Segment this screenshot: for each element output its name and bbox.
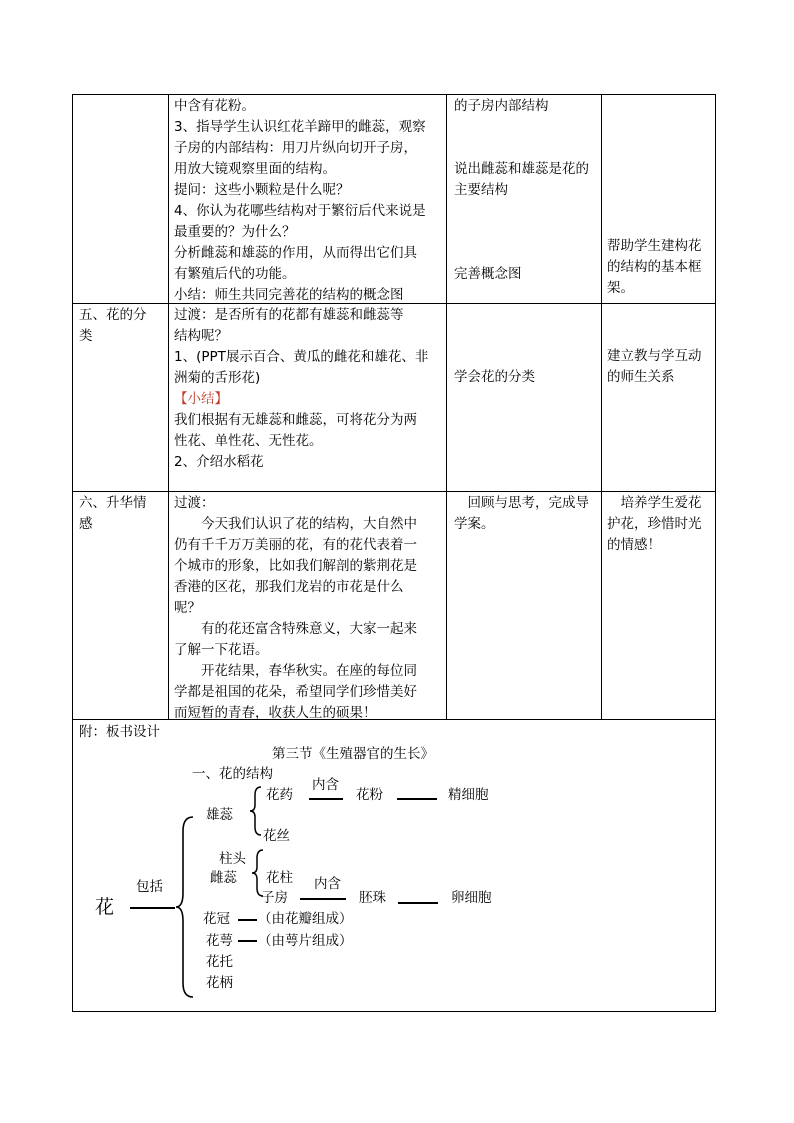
row2-teacher-activity: 过渡：是否所有的花都有雄蕊和雌蕊等 结构呢？ 1、(PPT展示百合、黄瓜的雌花和雄花、非 洲菊的舌形花) 【小结】 我们根据有无雄蕊和雌蕊，可将花分为两 性花、单性花、无性花。 2、介绍水稻花 bbox=[174, 307, 429, 470]
ovule-egg-connector bbox=[398, 902, 438, 904]
ovary-ovule-connector bbox=[300, 898, 346, 900]
calyx-note: （由萼片组成） bbox=[258, 933, 353, 949]
style-label: 花柱 bbox=[266, 870, 293, 886]
row1-design-purpose: 帮助学生建构花 的结构的基本框 架。 bbox=[607, 238, 702, 296]
stamen-brace bbox=[248, 785, 264, 837]
calyx-connector bbox=[238, 940, 257, 942]
pedicel-label: 花柄 bbox=[206, 975, 233, 991]
row3-section-title: 六、升华情 感 bbox=[79, 495, 147, 532]
stamen-label: 雄蕊 bbox=[206, 807, 233, 823]
row1-student-activity: 的子房内部结构 说出雌蕊和雄蕊是花的 主要结构 完善概念图 bbox=[454, 98, 589, 282]
board-design-label: 附：板书设计 bbox=[79, 724, 160, 740]
pistil-label: 雌蕊 bbox=[210, 870, 237, 886]
board-title: 第三节《生殖器官的生长》 bbox=[272, 746, 434, 762]
ovule-label: 胚珠 bbox=[359, 890, 386, 906]
row3-teacher-activity: 过渡： 今天我们认识了花的结构，大自然中 仍有千千万万美丽的花，有的花代表着一 个城市的形象，比如我们解剖的紫荆花是 香港的区花，那我们龙岩的市花是什么 呢？ 有的花还富含特殊意义，大家一起来 了解一下花语。 开花结果，春华秋实。在座的每位同 学都是祖国的花朵，希望同学们珍惜美好 而短暂的青春，收获人生的硕果！ bbox=[174, 495, 417, 721]
main-brace bbox=[175, 815, 199, 1000]
pollen-sperm-connector bbox=[397, 798, 437, 800]
flower-root-label: 花 bbox=[95, 896, 115, 918]
egg-cell-label: 卵细胞 bbox=[451, 890, 492, 906]
contains-label-1: 内含 bbox=[312, 777, 339, 793]
anther-pollen-connector bbox=[309, 798, 343, 800]
column-divider bbox=[601, 94, 602, 719]
stigma-label: 柱头 bbox=[219, 851, 246, 867]
corolla-connector bbox=[238, 919, 257, 921]
table-left-border bbox=[72, 94, 73, 1012]
row3-design-purpose: 培养学生爱花 护花，珍惜时光 的情感！ bbox=[607, 495, 702, 553]
row1-teacher-activity: 中含有花粉。 3、指导学生认识红花羊蹄甲的雌蕊，观察 子房的内部结构：用刀片纵向切开子房， 用放大镜观察里面的结构。 提问：这些小颗粒是什么呢？ 4、你认为花哪些结构对于繁衍后代来说是 最重要的？为什么？ 分析雌蕊和雄蕊的作用，从而得出它们具 有繁殖后代的功能。 小结：师生共同完善花的结构的概念图 bbox=[174, 98, 426, 303]
calyx-label: 花萼 bbox=[206, 933, 233, 949]
table-bottom-border bbox=[72, 1011, 716, 1012]
anther-label: 花药 bbox=[266, 787, 293, 803]
ovary-label: 子房 bbox=[261, 890, 288, 906]
board-subtitle: 一、花的结构 bbox=[192, 766, 273, 782]
sperm-cell-label: 精细胞 bbox=[448, 787, 489, 803]
corolla-label: 花冠 bbox=[203, 911, 230, 927]
main-brace-path bbox=[176, 817, 193, 997]
row2-section-title: 五、花的分 类 bbox=[79, 307, 147, 344]
includes-label: 包括 bbox=[136, 879, 163, 895]
table-right-border bbox=[715, 94, 716, 1012]
row2-design-purpose: 建立教与学互动 的师生关系 bbox=[607, 348, 702, 385]
root-connector bbox=[130, 907, 175, 909]
filament-label: 花丝 bbox=[263, 828, 290, 844]
pollen-label: 花粉 bbox=[356, 787, 383, 803]
stamen-brace-path bbox=[250, 787, 261, 835]
column-divider bbox=[446, 94, 447, 719]
receptacle-label: 花托 bbox=[206, 954, 233, 970]
row2-student-activity: 学会花的分类 bbox=[454, 369, 535, 385]
column-divider bbox=[168, 94, 169, 719]
corolla-note: （由花瓣组成） bbox=[258, 911, 353, 927]
contains-label-2: 内含 bbox=[314, 876, 341, 892]
row3-student-activity: 回顾与思考，完成导 学案。 bbox=[454, 495, 589, 532]
